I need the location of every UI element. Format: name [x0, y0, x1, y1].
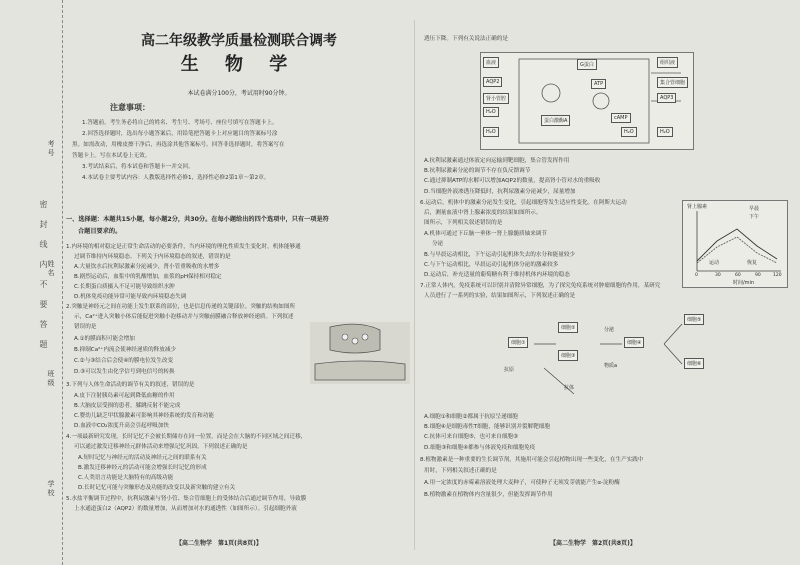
notice-heading: 注意事项： [110, 103, 150, 112]
question-line: B.激发迁移神经元的活动可能会增强长时记忆的形成 [78, 465, 207, 471]
question-line: D.血液中CO₂浓度升高会引起呼吸加快 [74, 423, 169, 429]
question-line: 8.植物激素是一种重要的生长调节剂，其施用可能会引起植物出现一些变化，在生产实践中 [420, 457, 644, 463]
fig5-label: H₂O [657, 127, 673, 137]
fig7-node: 细胞⑥ [684, 358, 704, 369]
question-line: A.大量饮水后抗利尿激素分泌减少，肾小管重吸收的水增多 [74, 264, 220, 270]
fig6-phase-recovery: 恢复 [747, 260, 758, 266]
fig6-x-tick: 60 [735, 273, 741, 278]
fig5-label: AQP3 [657, 93, 676, 103]
question-line: A.短时记忆与神经元的活动及神经元之间的联系有关 [78, 455, 207, 461]
notice-item: 4.本试卷主要考试内容：人教版选择性必修1，选择性必修2第1章～第2章。 [82, 175, 270, 181]
seal-line-text: 密封线内不要答题 [39, 200, 48, 360]
question-line: C.通过抑制ATP的水解可以增加AQP2的数量，提高肾小管对水的重吸收 [424, 178, 601, 184]
question-line: C.抗体可来自细胞⑤，也可来自细胞③ [424, 434, 519, 440]
question-line: 6.运动后，机体中的激素分泌发生变化，引起细胞等发生适应性变化。在阿斯夫运动 [420, 200, 627, 206]
fig7-diagram [504, 304, 734, 400]
question-line: A.细胞①和细胞②都属于抗原呈递细胞 [424, 414, 518, 420]
question-line: B.植物激素在植物体内含量很少，但能发挥调节作用 [424, 492, 553, 498]
fig6-legend-afternoon: 下午 [749, 214, 760, 220]
question-line: A.机体可通过下丘脑一垂体一肾上腺髓质轴来调节 [424, 231, 547, 237]
exam-title: 高二年级教学质量检测联合调考 [141, 33, 337, 49]
fig7-node: 细胞① [508, 337, 528, 348]
question-line: D.长时记忆可能与突触形态及功能的改变以及新突触的建立有关 [78, 485, 236, 491]
question-line: A.皮下注射胰岛素可起到降低血糖的作用 [74, 393, 175, 399]
fig5-label: 蛋白激酶A [541, 115, 570, 126]
question-line: 图所示，下列相关叙述错误的是 [424, 220, 503, 226]
question-line: 分泌 [432, 241, 444, 247]
fig7-label-substance: 物质a [604, 363, 618, 369]
fig5-label: H₂O [621, 127, 637, 137]
question-line: 4.一项最新研究发现，长时记忆不会被长期储存在同一位置，而是会在大脑的不同区域之间迁移， [66, 434, 307, 440]
fig5-label: cAMP [611, 113, 631, 123]
question-line: A.用一定浓度的赤霉素溶液处理大麦种子，可使种子无须发芽就能产生α-淀粉酶 [424, 480, 620, 486]
synaptic-vesicle [342, 334, 348, 340]
notice-item: 答题卡上。写在本试卷上无效。 [72, 153, 151, 159]
fig5-label: H₂O [483, 107, 499, 117]
question-line: 错误的是 [74, 324, 97, 330]
atp-circle [593, 93, 609, 109]
subject-title: 生 物 学 [180, 54, 298, 75]
notice-item: 3.考试结束后，将本试卷和答题卡一并交回。 [82, 164, 194, 170]
fig5-label-vessel: 血液 [483, 57, 499, 68]
fig5-label: G蛋白 [577, 59, 597, 70]
fig6-legend-morning: 早晨 [749, 206, 760, 212]
question-line: 透压下降。下列有关说法正确的是 [424, 36, 508, 42]
fig7-label-antigen: 抗原 [504, 367, 515, 373]
fig6-x-tick: 30 [715, 273, 721, 278]
question-line: B.细胞④是细胞毒性T细胞，能够识别并裂解靶细胞 [424, 424, 550, 430]
page-footer-left: 【高二生物学 第1页(共8页)】 [176, 540, 262, 547]
right-page [420, 0, 798, 565]
question-line: C.人类语言功能是大脑特有的高级功能 [78, 475, 174, 481]
notice-item: 黑。如需改动，用橡皮擦干净后，再选涂其他答案标号。回答非选择题时，将答案写在 [72, 142, 285, 148]
question-line: B.抗利尿激素分泌的调节不存在负反馈调节 [424, 168, 531, 174]
question-line: C.与下午运动相比，早晨运动引起机体分泌的激素较多 [424, 262, 559, 268]
fig5-label: ATP [591, 79, 606, 89]
fig6-phase-exercise: 运动 [709, 260, 720, 266]
question-line: 人员进行了一系列的实验，结果如图所示，下列叙述正确的是 [424, 293, 576, 299]
school-label: 学校 [47, 480, 55, 498]
fig7-label-antibody: 抗体 [564, 385, 575, 391]
fig6-x-tick: 90 [755, 273, 761, 278]
class-label: 班级 [47, 370, 55, 388]
fig5-label: AQP2 [483, 77, 502, 87]
question-line: D.细胞③和细胞④都参与体液免疫和细胞免疫 [424, 445, 536, 451]
fig6-x-tick: 0 [695, 273, 698, 278]
fig6-series-morning [697, 229, 777, 261]
name-label: 姓名 [47, 260, 55, 278]
aqp2-figure [480, 52, 694, 150]
question-line: 2.突触是神经元之间在功能上发生联系的部位，也是信息传递的关键部位。突触的结构如图所 [66, 304, 296, 310]
fig6-xlabel: 时间/min [733, 280, 755, 286]
question-line: 上水通道蛋白2（AQP2）的数量增加，从而增加对水的通透性（如图所示）。引起细胞外液 [74, 506, 297, 512]
exam-no-label: 考号 [47, 140, 55, 158]
fig5-label-ecf: 组织液 [657, 57, 678, 68]
question-line: D.运动后，补充适量的葡萄糖有利于维持机体内环境的稳态 [424, 272, 570, 278]
fig7-node: 细胞③ [558, 350, 578, 361]
fig7-node: 细胞⑤ [684, 314, 704, 325]
question-line: B.大脑皮层受损的患者，膝跳反射不能完成 [74, 403, 181, 409]
fig6-title: 肾上腺素 [687, 204, 708, 210]
fig6-chart [682, 200, 788, 288]
question-line: 1.内环境的相对稳定是正常生命活动的必要条件，当内环境的理化性质发生变化时，机体能够通 [66, 244, 301, 250]
question-line: 过调节维持内环境稳态。下列关于内环境稳态的叙述，错误的是 [74, 254, 231, 260]
fig5-label: 集合管细胞 [657, 77, 688, 88]
synaptic-vesicle [352, 338, 358, 344]
exam-meta: 本试卷满分100分，考试用时90分钟。 [187, 90, 291, 97]
synaptic-vesicle [362, 334, 368, 340]
notice-item: 2.回答选择题时，选出每小题答案后，用铅笔把答题卡上对应题目的答案标号涂 [82, 131, 278, 137]
question-line: 示，Ca²⁺进入突触小体后能促进突触小泡移动并与突触前膜融合释放神经递质。下列叙述 [74, 314, 294, 320]
page-footer-right: 【高二生物学 第2页(共8页)】 [550, 540, 636, 547]
fig7-node: 细胞② [558, 322, 578, 333]
notice-item: 1.答题前，考生务必将自己的姓名、考生号、考场号、座位号填写在答题卡上。 [82, 120, 278, 126]
question-line: A.①的膜面积可能会增加 [74, 336, 135, 342]
fig7-node: 细胞④ [624, 337, 644, 348]
question-line: 5.水盐平衡调节过程中，抗利尿激素与肾小管、集合管细胞上的受体结合后通过调节作用，导致膜 [66, 496, 307, 502]
fig7-label-secrete: 分泌 [604, 327, 615, 333]
question-line: 7.正常人体内，免疫系统可以识别并清除异常细胞，为了探究免疫系统对肿瘤细胞的作用，某研究 [420, 283, 661, 289]
question-line: 3.下列与人体生命活动的调节有关的叙述，错误的是 [66, 382, 195, 388]
synapse-figure [310, 322, 410, 384]
question-line: 用时，下列相关叙述正确的是 [424, 468, 497, 474]
question-line: D.③可以发生由化学信号到电信号的转换 [74, 369, 175, 375]
left-page [66, 0, 412, 565]
fig6-x-tick: 120 [773, 273, 782, 278]
vesicle-circle [542, 84, 560, 102]
question-line: D.当细胞外液渗透压降低时，抗利尿激素分泌减少，尿量增加 [424, 189, 576, 195]
question-line: B.抑制Ca²⁺内流会使神经递质的释放减少 [74, 347, 177, 353]
question-line: C.②与③结合后会使④的膜电位发生改变 [74, 358, 174, 364]
question-line: D.机体免疫功能异常可能导致内环境稳态失调 [74, 294, 187, 300]
question-line: B.与早晨运动相比，下午运动引起机体失去的水分和能量较少 [424, 252, 576, 258]
fig5-label: H₂O [483, 127, 499, 137]
fig5-label: 肾小管腔 [483, 93, 509, 104]
postsynaptic-membrane [315, 361, 405, 380]
binding-margin [0, 0, 63, 565]
question-line: 可以通过激发迁移神经元群体活动来增强记忆巩固。下列叙述正确的是 [74, 444, 248, 450]
fig7-arrow-lines [534, 324, 682, 394]
section-heading: 一、选择题：本题共15小题，每小题2分，共30分。在每小题给出的四个选项中，只有一项是符 [66, 216, 329, 223]
page-divider [414, 20, 415, 550]
question-line: 后，测量血液中肾上腺素浓度的结果如图所示。 [424, 210, 542, 216]
question-line: B.剧烈运动后，血浆中的乳酸增加，血浆的pH保持相对稳定 [74, 274, 222, 280]
question-line: C.长期蛋白质摄入不足可能导致组织水肿 [74, 284, 175, 290]
section-heading-cont: 合题目要求的。 [78, 228, 122, 235]
question-line: A.抗利尿激素通过体液定向运输到靶细胞，集合管发挥作用 [424, 158, 570, 164]
question-line: C.婴幼儿缺乏甲状腺激素可影响其神经系统的发育和功能 [74, 413, 214, 419]
